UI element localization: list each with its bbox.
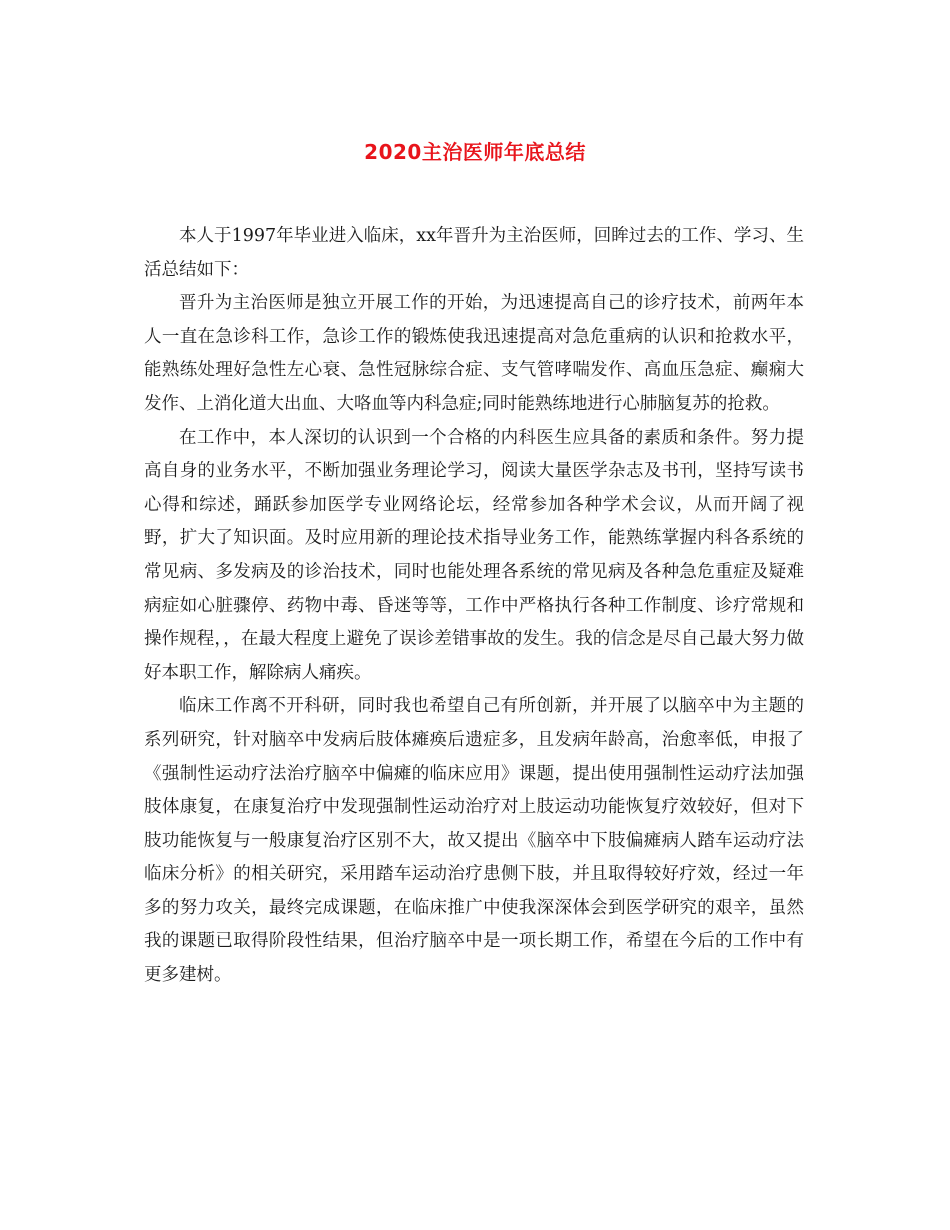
paragraph-emergency-work: 晋升为主治医师是独立开展工作的开始，为迅速提高自己的诊疗技术，前两年本人一直在急诊科工作，急诊工作的锻炼使我迅速提高对急危重病的认识和抢救水平，能熟练处理好急性左心衰、急性冠脉综合症、支气管哮喘发作、高血压急症、癫痫大发作、上消化道大出血、大咯血等内科急症;同时能熟练地进行心肺脑复苏的抢救。	[144, 293, 804, 414]
paragraph-professional-growth: 在工作中，本人深切的认识到一个合格的内科医生应具备的素质和条件。努力提高自身的业务水平，不断加强业务理论学习，阅读大量医学杂志及书刊，坚持写读书心得和综述，踊跃参加医学专业网络论坛，经常参加各种学术会议，从而开阔了视野，扩大了知识面。及时应用新的理论技术指导业务工作，能熟练掌握内科各系统的常见病、多发病及的诊治技术，同时也能处理各系统的常见病及各种急危重症及疑难病症如心脏骤停、药物中毒、昏迷等等，工作中严格执行各种工作制度、诊疗常规和操作规程，，在最大程度上避免了误诊差错事故的发生。我的信念是尽自己最大努力做好本职工作，解除病人痛疾。	[144, 427, 804, 683]
paragraph-research: 临床工作离不开科研，同时我也希望自己有所创新，并开展了以脑卒中为主题的系列研究，针对脑卒中发病后肢体瘫痪后遗症多，且发病年龄高，治愈率低，申报了《强制性运动疗法治疗脑卒中偏瘫的临床应用》课题，提出使用强制性运动疗法加强肢体康复，在康复治疗中发现强制性运动治疗对上肢运动功能恢复疗效较好，但对下肢功能恢复与一般康复治疗区别不大，故又提出《脑卒中下肢偏瘫病人踏车运动疗法临床分析》的相关研究，采用踏车运动治疗患侧下肢，并且取得较好疗效，经过一年多的努力攻关，最终完成课题，在临床推广中使我深深体会到医学研究的艰辛，虽然我的课题已取得阶段性结果，但治疗脑卒中是一项长期工作，希望在今后的工作中有更多建树。	[144, 696, 804, 986]
document-title: 2020主治医师年底总结	[364, 140, 586, 164]
paragraph-intro: 本人于1997年毕业进入临床，xx年晋升为主治医师，回眸过去的工作、学习、生活总结如下：	[144, 226, 804, 280]
document-body	[144, 220, 804, 993]
